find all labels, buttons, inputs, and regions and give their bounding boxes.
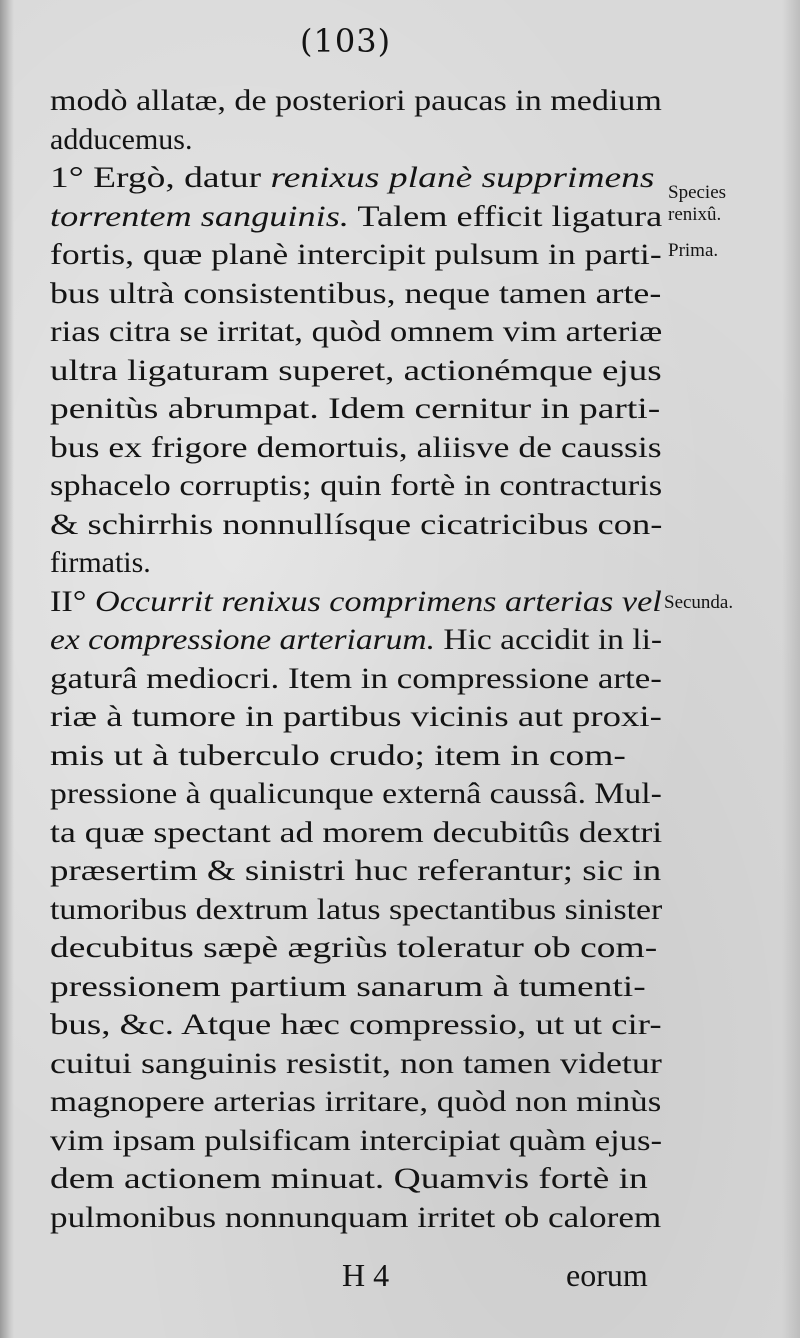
text-line: ultra ligaturam superet, actionémque ejus [50, 353, 662, 387]
text-line: magnopere arterias irritare, quòd non minùs [50, 1085, 662, 1118]
text-line: adducemus. [50, 122, 193, 156]
text-line: fortis, quæ planè intercipit pulsum in parti- [50, 238, 662, 271]
text-line: mis ut à tuberculo crudo; item in com- [50, 738, 626, 772]
text-line: ex compressione arteriarum. Hic accidit in li- [50, 623, 663, 656]
margin-note-renixu: renixû. [668, 204, 722, 225]
text-line: vim ipsam pulsificam intercipiat quàm ejus- [50, 1123, 663, 1157]
text-line: torrentem sanguinis. Talem efficit ligatura [50, 199, 663, 233]
page-right-edge-shadow [782, 0, 800, 1338]
page-number: (103) [300, 22, 392, 60]
text-line: penitùs abrumpat. Idem cernitur in parti- [50, 392, 661, 425]
text-line: bus ultrà consistentibus, neque tamen arte- [50, 276, 662, 310]
text-line: sphacelo corruptis; quin fortè in contracturis [50, 469, 663, 502]
text-line: pressione à qualicunque externâ caussâ. Mul- [50, 777, 662, 810]
margin-note-species: Species [668, 182, 727, 203]
text-line: pressionem partium sanarum à tumenti- [50, 969, 646, 1003]
text-line: & schirrhis nonnullísque cicatricibus con- [50, 507, 663, 541]
text-line: II° Occurrit renixus comprimens arterias vel [50, 584, 662, 618]
text-line: bus, &c. Atque hæc compressio, ut ut cir- [50, 1008, 662, 1041]
margin-note-prima: Prima. [668, 240, 719, 261]
text-line: 1° Ergò, datur renixus planè supprimens [50, 161, 655, 194]
page-left-edge-shadow [0, 0, 14, 1338]
text-line: dem actionem minuat. Quamvis fortè in [50, 1162, 648, 1195]
margin-note-secunda: Secunda. [664, 592, 734, 613]
text-line: firmatis. [50, 546, 151, 579]
text-line: bus ex frigore demortuis, aliisve de caussis [50, 430, 662, 464]
text-line: modò allatæ, de posteriori paucas in medium [50, 84, 662, 117]
text-line: decubitus sæpè ægriùs toleratur ob com- [50, 931, 658, 964]
catchword: eorum [566, 1257, 648, 1293]
text-line: tumoribus dextrum latus spectantibus sinister [50, 892, 663, 926]
signature-mark: H 4 [342, 1257, 390, 1293]
text-line: rias citra se irritat, quòd omnem vim arteriæ [50, 315, 663, 348]
text-line: pulmonibus nonnunquam irritet ob calorem [50, 1200, 662, 1234]
text-line: riæ à tumore in partibus vicinis aut proxi- [50, 700, 662, 733]
text-line: præsertim & sinistri huc referantur; sic in [50, 854, 662, 887]
text-line: cuitui sanguinis resistit, non tamen videtur [50, 1046, 662, 1080]
text-line: gaturâ mediocri. Item in compressione arte- [50, 661, 662, 695]
text-line: ta quæ spectant ad morem decubitûs dextri [50, 815, 663, 849]
